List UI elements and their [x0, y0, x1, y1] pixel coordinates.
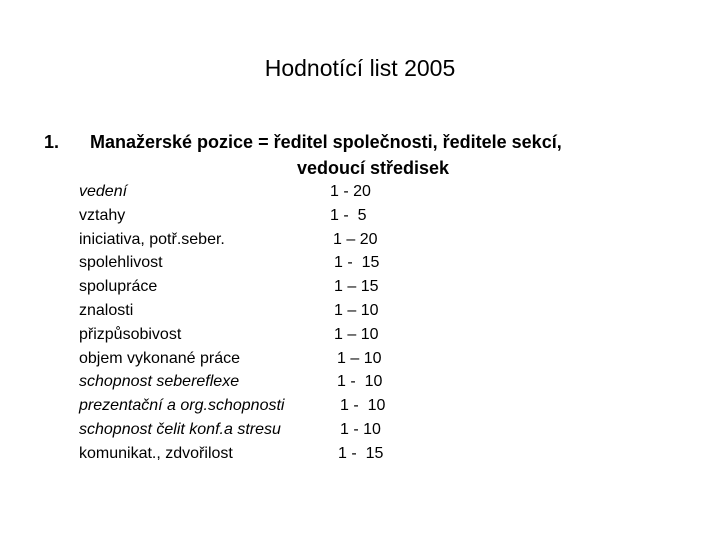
criteria-name: komunikat., zdvořilost [79, 445, 233, 462]
criteria-name: iniciativa, potř.seber. [79, 231, 225, 248]
criteria-name: spolehlivost [79, 254, 163, 271]
criteria-name: prezentační a org.schopnosti [79, 397, 285, 414]
criteria-name: vedení [79, 183, 128, 200]
criteria-range: 1 – 20 [333, 231, 378, 248]
criteria-range: 1 - 10 [337, 373, 383, 390]
criteria-range: 1 – 10 [337, 350, 382, 367]
criteria-range: 1 – 10 [334, 302, 379, 319]
criteria-name: přizpůsobivost [79, 326, 182, 343]
criteria-range: 1 - 10 [340, 421, 381, 438]
criteria-name: objem vykonané práce [79, 350, 240, 367]
criteria-name: znalosti [79, 302, 134, 319]
criteria-range: 1 - 20 [330, 183, 371, 200]
criteria-range: 1 - 5 [330, 207, 367, 224]
criteria-name: schopnost sebereflexe [79, 373, 240, 390]
criteria-name: spolupráce [79, 278, 158, 295]
criteria-range: 1 - 10 [340, 397, 386, 414]
section-heading-line-1: Manažerské pozice = ředitel společnosti, ředitele sekcí, [90, 132, 562, 152]
section-number: 1. [44, 132, 60, 152]
section-heading-line-2: vedoucí středisek [297, 158, 450, 178]
criteria-name: vztahy [79, 207, 126, 224]
criteria-name: schopnost čelit konf.a stresu [79, 421, 281, 438]
criteria-range: 1 – 10 [334, 326, 379, 343]
page-title: Hodnotící list 2005 [264, 55, 456, 81]
criteria-range: 1 – 15 [334, 278, 379, 295]
criteria-range: 1 - 15 [338, 445, 384, 462]
criteria-range: 1 - 15 [334, 254, 380, 271]
